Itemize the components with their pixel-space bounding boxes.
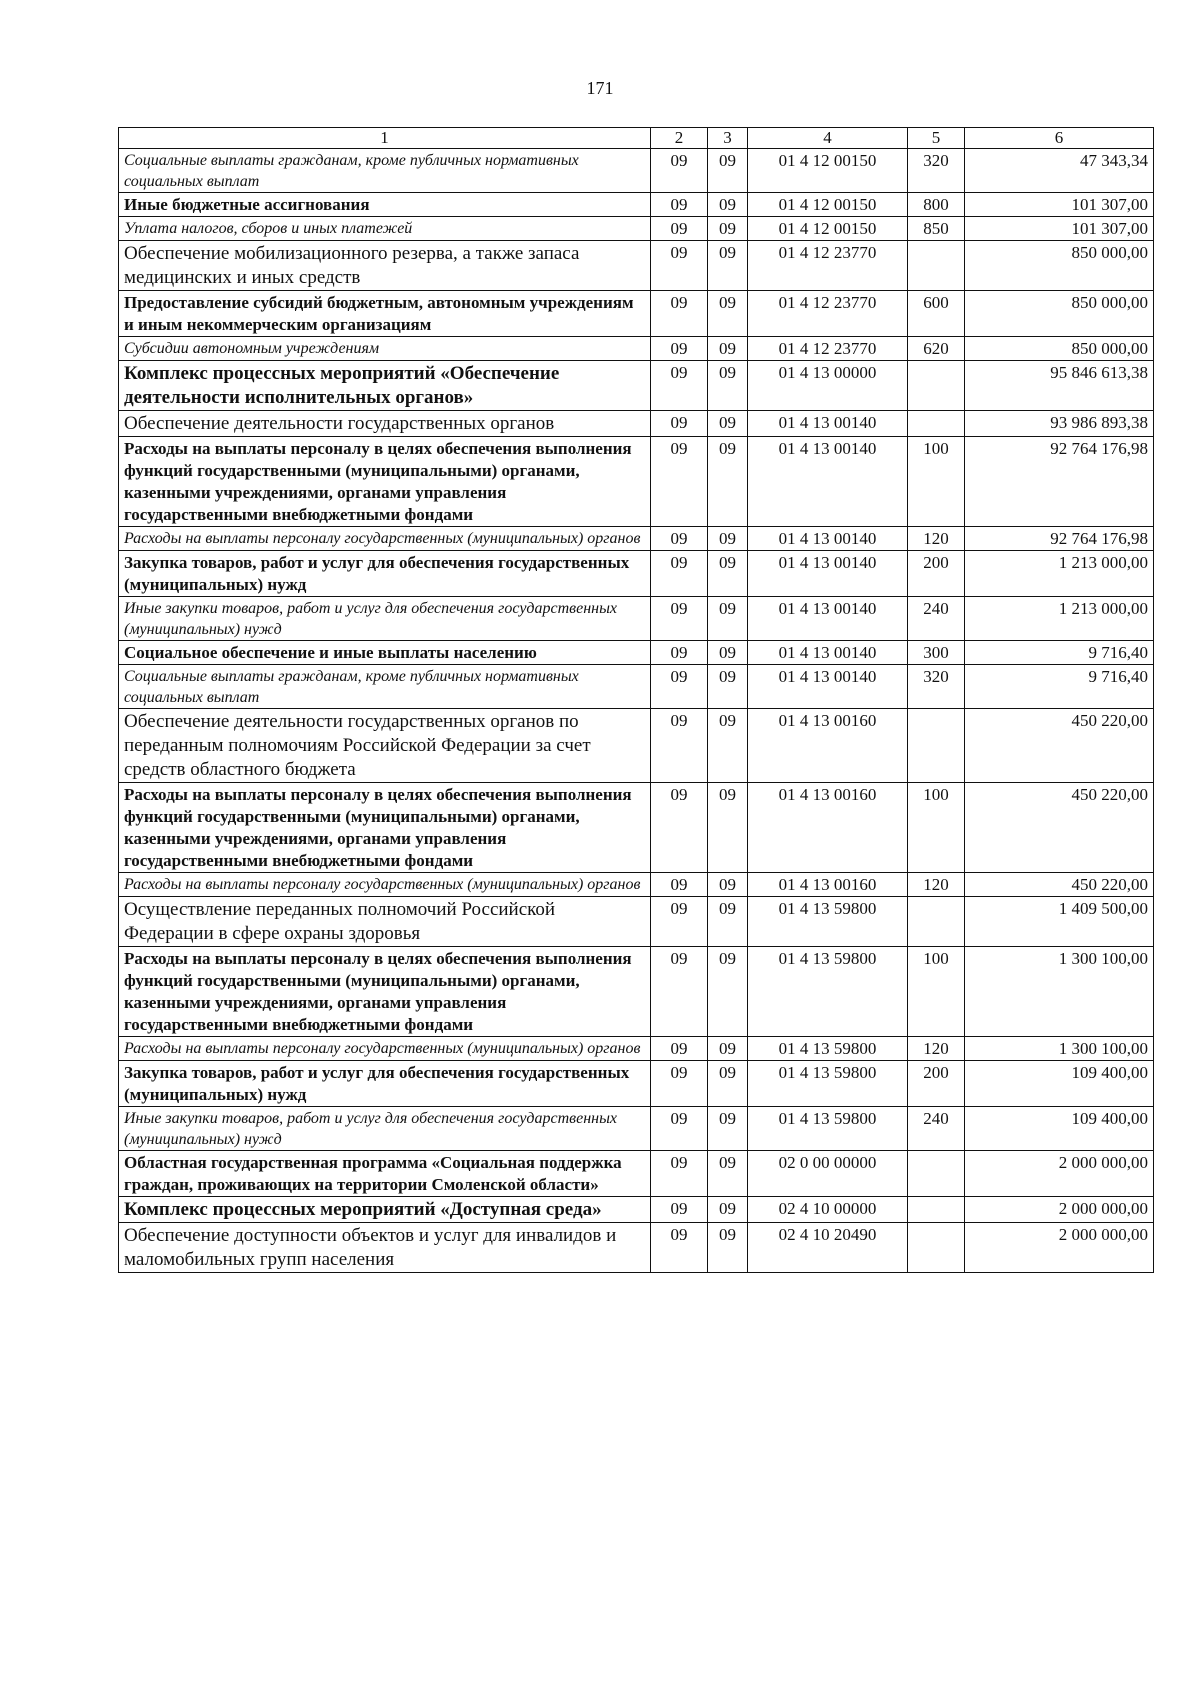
row-subsection-cell: 09 <box>708 193 748 217</box>
row-amount-cell: 850 000,00 <box>965 291 1154 337</box>
row-section-cell: 09 <box>651 437 708 527</box>
row-target-code-cell: 02 4 10 20490 <box>748 1223 908 1273</box>
table-row <box>119 411 1154 437</box>
table-row <box>119 149 1154 193</box>
row-section-cell: 09 <box>651 665 708 709</box>
row-name-cell: Комплекс процессных мероприятий «Доступная среда» <box>119 1197 651 1223</box>
row-target-code-cell: 01 4 13 00000 <box>748 361 908 411</box>
row-section-cell: 09 <box>651 1197 708 1223</box>
row-expense-type-cell <box>908 897 965 947</box>
table-row <box>119 1197 1154 1223</box>
row-name-cell: Расходы на выплаты персоналу государственных (муниципальных) органов <box>119 1037 651 1061</box>
row-subsection-cell: 09 <box>708 1151 748 1197</box>
row-section-cell: 09 <box>651 527 708 551</box>
row-target-code-cell: 01 4 13 00140 <box>748 551 908 597</box>
table-row <box>119 551 1154 597</box>
row-section-cell: 09 <box>651 1037 708 1061</box>
row-name-cell: Расходы на выплаты персоналу государственных (муниципальных) органов <box>119 527 651 551</box>
table-row <box>119 291 1154 337</box>
row-target-code-cell: 01 4 12 00150 <box>748 193 908 217</box>
table-body <box>119 149 1154 1273</box>
table-row <box>119 947 1154 1037</box>
row-target-code-cell: 02 0 00 00000 <box>748 1151 908 1197</box>
row-section-cell: 09 <box>651 597 708 641</box>
row-name-cell: Социальные выплаты гражданам, кроме публичных нормативных социальных выплат <box>119 665 651 709</box>
table-row <box>119 897 1154 947</box>
table-row <box>119 1061 1154 1107</box>
row-name-cell: Расходы на выплаты персоналу в целях обеспечения выполнения функций государственными (муниципальными) органами, казенными учреждениями, органами управления государственными внебюджетными фондами <box>119 437 651 527</box>
row-section-cell: 09 <box>651 411 708 437</box>
row-subsection-cell: 09 <box>708 897 748 947</box>
row-amount-cell: 1 300 100,00 <box>965 1037 1154 1061</box>
row-target-code-cell: 01 4 13 00140 <box>748 527 908 551</box>
row-expense-type-cell <box>908 241 965 291</box>
row-name-cell: Осуществление переданных полномочий Российской Федерации в сфере охраны здоровья <box>119 897 651 947</box>
budget-table <box>118 127 1154 1273</box>
column-header-3: 3 <box>708 128 748 149</box>
row-name-cell: Областная государственная программа «Социальная поддержка граждан, проживающих на территории Смоленской области» <box>119 1151 651 1197</box>
row-name-cell: Субсидии автономным учреждениям <box>119 337 651 361</box>
row-subsection-cell: 09 <box>708 217 748 241</box>
row-target-code-cell: 01 4 13 00140 <box>748 437 908 527</box>
row-section-cell: 09 <box>651 193 708 217</box>
row-section-cell: 09 <box>651 897 708 947</box>
column-header-2: 2 <box>651 128 708 149</box>
row-amount-cell: 450 220,00 <box>965 873 1154 897</box>
row-amount-cell: 2 000 000,00 <box>965 1197 1154 1223</box>
row-expense-type-cell: 800 <box>908 193 965 217</box>
row-amount-cell: 95 846 613,38 <box>965 361 1154 411</box>
row-subsection-cell: 09 <box>708 597 748 641</box>
row-expense-type-cell: 320 <box>908 665 965 709</box>
row-section-cell: 09 <box>651 217 708 241</box>
row-amount-cell: 101 307,00 <box>965 217 1154 241</box>
row-expense-type-cell <box>908 1151 965 1197</box>
row-target-code-cell: 01 4 13 59800 <box>748 1061 908 1107</box>
row-subsection-cell: 09 <box>708 641 748 665</box>
row-target-code-cell: 01 4 12 23770 <box>748 241 908 291</box>
row-section-cell: 09 <box>651 1061 708 1107</box>
table-row <box>119 783 1154 873</box>
row-amount-cell: 450 220,00 <box>965 783 1154 873</box>
table-row <box>119 665 1154 709</box>
row-expense-type-cell: 120 <box>908 1037 965 1061</box>
row-subsection-cell: 09 <box>708 291 748 337</box>
row-expense-type-cell: 300 <box>908 641 965 665</box>
row-subsection-cell: 09 <box>708 527 748 551</box>
table-row <box>119 193 1154 217</box>
row-name-cell: Закупка товаров, работ и услуг для обеспечения государственных (муниципальных) нужд <box>119 1061 651 1107</box>
row-expense-type-cell: 240 <box>908 597 965 641</box>
row-subsection-cell: 09 <box>708 1037 748 1061</box>
row-name-cell: Обеспечение деятельности государственных органов <box>119 411 651 437</box>
row-target-code-cell: 01 4 13 00140 <box>748 641 908 665</box>
row-section-cell: 09 <box>651 149 708 193</box>
row-subsection-cell: 09 <box>708 241 748 291</box>
row-target-code-cell: 01 4 13 59800 <box>748 947 908 1037</box>
row-subsection-cell: 09 <box>708 1107 748 1151</box>
row-amount-cell: 47 343,34 <box>965 149 1154 193</box>
row-subsection-cell: 09 <box>708 437 748 527</box>
row-target-code-cell: 01 4 12 23770 <box>748 291 908 337</box>
row-amount-cell: 1 213 000,00 <box>965 597 1154 641</box>
row-expense-type-cell: 100 <box>908 783 965 873</box>
row-expense-type-cell: 200 <box>908 1061 965 1107</box>
row-target-code-cell: 01 4 13 00160 <box>748 709 908 783</box>
row-amount-cell: 109 400,00 <box>965 1061 1154 1107</box>
table-row <box>119 241 1154 291</box>
row-amount-cell: 1 300 100,00 <box>965 947 1154 1037</box>
row-target-code-cell: 02 4 10 00000 <box>748 1197 908 1223</box>
row-target-code-cell: 01 4 13 59800 <box>748 1037 908 1061</box>
row-expense-type-cell: 600 <box>908 291 965 337</box>
table-row <box>119 361 1154 411</box>
row-section-cell: 09 <box>651 1151 708 1197</box>
row-subsection-cell: 09 <box>708 873 748 897</box>
row-name-cell: Предоставление субсидий бюджетным, автономным учреждениям и иным некоммерческим организациям <box>119 291 651 337</box>
row-subsection-cell: 09 <box>708 411 748 437</box>
row-name-cell: Расходы на выплаты персоналу в целях обеспечения выполнения функций государственными (муниципальными) органами, казенными учреждениями, органами управления государственными внебюджетными фондами <box>119 947 651 1037</box>
row-expense-type-cell: 620 <box>908 337 965 361</box>
row-target-code-cell: 01 4 12 23770 <box>748 337 908 361</box>
row-target-code-cell: 01 4 13 59800 <box>748 1107 908 1151</box>
table-row <box>119 873 1154 897</box>
table-row <box>119 217 1154 241</box>
row-amount-cell: 9 716,40 <box>965 641 1154 665</box>
row-target-code-cell: 01 4 12 00150 <box>748 149 908 193</box>
table-row <box>119 437 1154 527</box>
row-target-code-cell: 01 4 12 00150 <box>748 217 908 241</box>
row-expense-type-cell <box>908 1223 965 1273</box>
row-amount-cell: 93 986 893,38 <box>965 411 1154 437</box>
row-name-cell: Расходы на выплаты персоналу государственных (муниципальных) органов <box>119 873 651 897</box>
table-row <box>119 709 1154 783</box>
row-section-cell: 09 <box>651 873 708 897</box>
row-expense-type-cell <box>908 411 965 437</box>
column-header-1: 1 <box>119 128 651 149</box>
column-header-6: 6 <box>965 128 1154 149</box>
row-amount-cell: 92 764 176,98 <box>965 437 1154 527</box>
row-amount-cell: 450 220,00 <box>965 709 1154 783</box>
row-amount-cell: 850 000,00 <box>965 241 1154 291</box>
row-target-code-cell: 01 4 13 00140 <box>748 665 908 709</box>
row-section-cell: 09 <box>651 361 708 411</box>
row-target-code-cell: 01 4 13 00160 <box>748 783 908 873</box>
row-name-cell: Иные закупки товаров, работ и услуг для обеспечения государственных (муниципальных) нужд <box>119 1107 651 1151</box>
row-name-cell: Обеспечение деятельности государственных органов по переданным полномочиям Российской Федерации за счет средств областного бюджета <box>119 709 651 783</box>
row-section-cell: 09 <box>651 241 708 291</box>
row-target-code-cell: 01 4 13 00140 <box>748 411 908 437</box>
row-subsection-cell: 09 <box>708 337 748 361</box>
row-section-cell: 09 <box>651 291 708 337</box>
table-row <box>119 1151 1154 1197</box>
row-target-code-cell: 01 4 13 59800 <box>748 897 908 947</box>
row-expense-type-cell: 100 <box>908 437 965 527</box>
row-amount-cell: 2 000 000,00 <box>965 1223 1154 1273</box>
table-row <box>119 1223 1154 1273</box>
page-number: 171 <box>586 78 614 98</box>
row-amount-cell: 101 307,00 <box>965 193 1154 217</box>
row-subsection-cell: 09 <box>708 551 748 597</box>
row-name-cell: Закупка товаров, работ и услуг для обеспечения государственных (муниципальных) нужд <box>119 551 651 597</box>
row-name-cell: Обеспечение доступности объектов и услуг для инвалидов и маломобильных групп населения <box>119 1223 651 1273</box>
row-name-cell: Иные закупки товаров, работ и услуг для обеспечения государственных (муниципальных) нужд <box>119 597 651 641</box>
row-subsection-cell: 09 <box>708 947 748 1037</box>
row-expense-type-cell: 200 <box>908 551 965 597</box>
row-expense-type-cell <box>908 361 965 411</box>
row-amount-cell: 109 400,00 <box>965 1107 1154 1151</box>
row-amount-cell: 850 000,00 <box>965 337 1154 361</box>
row-name-cell: Комплекс процессных мероприятий «Обеспечение деятельности исполнительных органов» <box>119 361 651 411</box>
table-row <box>119 641 1154 665</box>
row-amount-cell: 1 213 000,00 <box>965 551 1154 597</box>
row-expense-type-cell: 240 <box>908 1107 965 1151</box>
row-amount-cell: 92 764 176,98 <box>965 527 1154 551</box>
row-subsection-cell: 09 <box>708 783 748 873</box>
row-name-cell: Иные бюджетные ассигнования <box>119 193 651 217</box>
table-header-row <box>119 128 1154 149</box>
row-subsection-cell: 09 <box>708 1197 748 1223</box>
table-row <box>119 1037 1154 1061</box>
row-name-cell: Расходы на выплаты персоналу в целях обеспечения выполнения функций государственными (муниципальными) органами, казенными учреждениями, органами управления государственными внебюджетными фондами <box>119 783 651 873</box>
row-subsection-cell: 09 <box>708 1061 748 1107</box>
column-header-4: 4 <box>748 128 908 149</box>
table-row <box>119 1107 1154 1151</box>
row-expense-type-cell <box>908 709 965 783</box>
row-target-code-cell: 01 4 13 00140 <box>748 597 908 641</box>
row-section-cell: 09 <box>651 1223 708 1273</box>
row-expense-type-cell: 320 <box>908 149 965 193</box>
row-expense-type-cell <box>908 1197 965 1223</box>
row-section-cell: 09 <box>651 551 708 597</box>
row-name-cell: Уплата налогов, сборов и иных платежей <box>119 217 651 241</box>
table-row <box>119 597 1154 641</box>
row-expense-type-cell: 120 <box>908 873 965 897</box>
row-target-code-cell: 01 4 13 00160 <box>748 873 908 897</box>
row-name-cell: Социальные выплаты гражданам, кроме публичных нормативных социальных выплат <box>119 149 651 193</box>
row-section-cell: 09 <box>651 947 708 1037</box>
table-row <box>119 527 1154 551</box>
row-subsection-cell: 09 <box>708 149 748 193</box>
row-expense-type-cell: 120 <box>908 527 965 551</box>
row-section-cell: 09 <box>651 641 708 665</box>
row-amount-cell: 2 000 000,00 <box>965 1151 1154 1197</box>
row-section-cell: 09 <box>651 337 708 361</box>
row-subsection-cell: 09 <box>708 1223 748 1273</box>
row-amount-cell: 9 716,40 <box>965 665 1154 709</box>
row-subsection-cell: 09 <box>708 665 748 709</box>
row-name-cell: Обеспечение мобилизационного резерва, а также запаса медицинских и иных средств <box>119 241 651 291</box>
row-expense-type-cell: 850 <box>908 217 965 241</box>
row-name-cell: Социальное обеспечение и иные выплаты населению <box>119 641 651 665</box>
row-subsection-cell: 09 <box>708 709 748 783</box>
row-subsection-cell: 09 <box>708 361 748 411</box>
row-expense-type-cell: 100 <box>908 947 965 1037</box>
row-section-cell: 09 <box>651 1107 708 1151</box>
table-row <box>119 337 1154 361</box>
row-section-cell: 09 <box>651 783 708 873</box>
row-amount-cell: 1 409 500,00 <box>965 897 1154 947</box>
column-header-5: 5 <box>908 128 965 149</box>
row-section-cell: 09 <box>651 709 708 783</box>
